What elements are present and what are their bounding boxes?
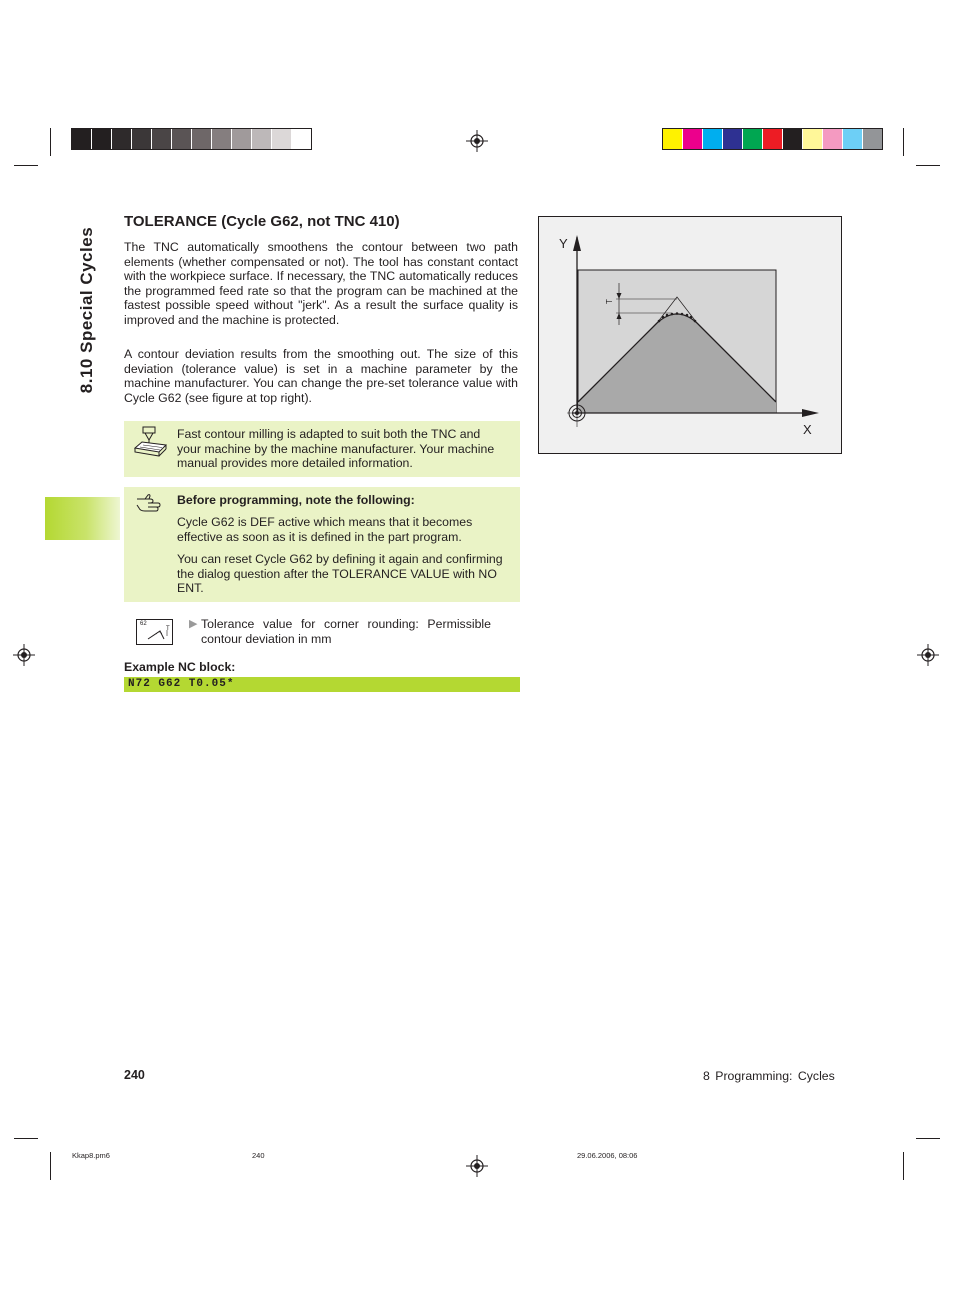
crop-mark <box>916 165 940 166</box>
y-axis-label: Y <box>559 236 568 251</box>
crop-mark <box>14 165 38 166</box>
color-swatch <box>232 129 252 149</box>
nc-block-bar <box>124 677 520 692</box>
tolerance-figure <box>538 216 842 454</box>
nc-block-code: N72 G62 T0.05* <box>128 678 235 690</box>
registration-mark-icon <box>466 1155 488 1177</box>
color-swatch <box>723 129 743 149</box>
print-file-name: Kkap8.pm6 <box>72 1151 110 1160</box>
registration-mark-icon <box>917 644 939 666</box>
page-number: 240 <box>124 1068 145 1082</box>
programming-note-box <box>124 487 520 602</box>
color-swatch <box>663 129 683 149</box>
color-swatch <box>763 129 783 149</box>
crop-mark <box>14 1138 38 1139</box>
x-axis-label: X <box>803 422 812 437</box>
softkey-description: Tolerance value for corner rounding: Permissible contour deviation in mm <box>201 617 491 646</box>
machine-note-box <box>124 421 520 477</box>
color-swatch <box>272 129 292 149</box>
color-swatch <box>132 129 152 149</box>
figure-drawing <box>539 217 841 453</box>
color-swatch <box>252 129 272 149</box>
programming-note-item: You can reset Cycle G62 by defining it again and confirming the dialog question after the TOLERANCE VALUE with NO ENT. <box>177 552 503 595</box>
crop-mark <box>916 1138 940 1139</box>
color-swatch <box>823 129 843 149</box>
color-swatch <box>192 129 212 149</box>
color-swatch <box>683 129 703 149</box>
crop-mark <box>50 1152 51 1180</box>
color-swatch <box>72 129 92 149</box>
color-swatch <box>172 129 192 149</box>
color-swatch <box>152 129 172 149</box>
crop-mark <box>903 128 904 156</box>
pointing-hand-icon <box>136 493 164 513</box>
tolerance-t-label: T <box>605 299 614 304</box>
color-swatch <box>92 129 112 149</box>
programming-note-item: Cycle G62 is DEF active which means that it becomes effective as soon as it is defined in the part program. <box>177 515 473 544</box>
color-swatch <box>212 129 232 149</box>
machine-icon <box>134 426 168 458</box>
color-swatch <box>843 129 863 149</box>
color-swatch <box>783 129 803 149</box>
chapter-tab <box>45 497 120 540</box>
registration-mark-icon <box>13 644 35 666</box>
grayscale-calibration-bar <box>71 128 312 150</box>
print-datetime: 29.06.2006, 08:06 <box>577 1151 638 1160</box>
color-swatch <box>743 129 763 149</box>
chapter-footer: 8 Programming: Cycles <box>703 1069 835 1083</box>
color-swatch <box>112 129 132 149</box>
color-swatch <box>703 129 723 149</box>
example-label: Example NC block: <box>124 660 236 674</box>
registration-mark-icon <box>466 130 488 152</box>
crop-mark <box>903 1152 904 1180</box>
cycle-softkey[interactable] <box>136 619 173 645</box>
section-side-title: 8.10 Special Cycles <box>77 226 96 394</box>
body-paragraph: A contour deviation results from the smoothing out. The size of this deviation (tolerance value) is set in a machine parameter by the machine manufacturer. You can change the pre-set tolerance value with Cycle G62 (see figure at top right). <box>124 347 518 405</box>
bullet-arrow-icon: ▶ <box>189 618 198 630</box>
color-calibration-bar <box>662 128 883 150</box>
softkey-label: 62 <box>140 621 147 627</box>
softkey-symbol: T <box>166 626 170 632</box>
body-paragraph: The TNC automatically smoothens the contour between two path elements (whether compensated or not). The tool has constant contact with the workpiece surface. If necessary, the TNC automatically reduces the programmed feed rate so that the program can be machined at the fastest possible speed without "jerk". As a result the surface quality is improved and the machine is protected. <box>124 240 518 327</box>
machine-note-text: Fast contour milling is adapted to suit both the TNC and your machine by the machine manufacturer. Your machine manual provides more detailed information. <box>177 427 495 470</box>
color-swatch <box>863 129 882 149</box>
color-swatch <box>292 129 311 149</box>
color-swatch <box>803 129 823 149</box>
section-heading: TOLERANCE (Cycle G62, not TNC 410) <box>124 213 400 230</box>
crop-mark <box>50 128 51 156</box>
programming-note-title: Before programming, note the following: <box>177 493 415 507</box>
print-page-number: 240 <box>252 1151 265 1160</box>
